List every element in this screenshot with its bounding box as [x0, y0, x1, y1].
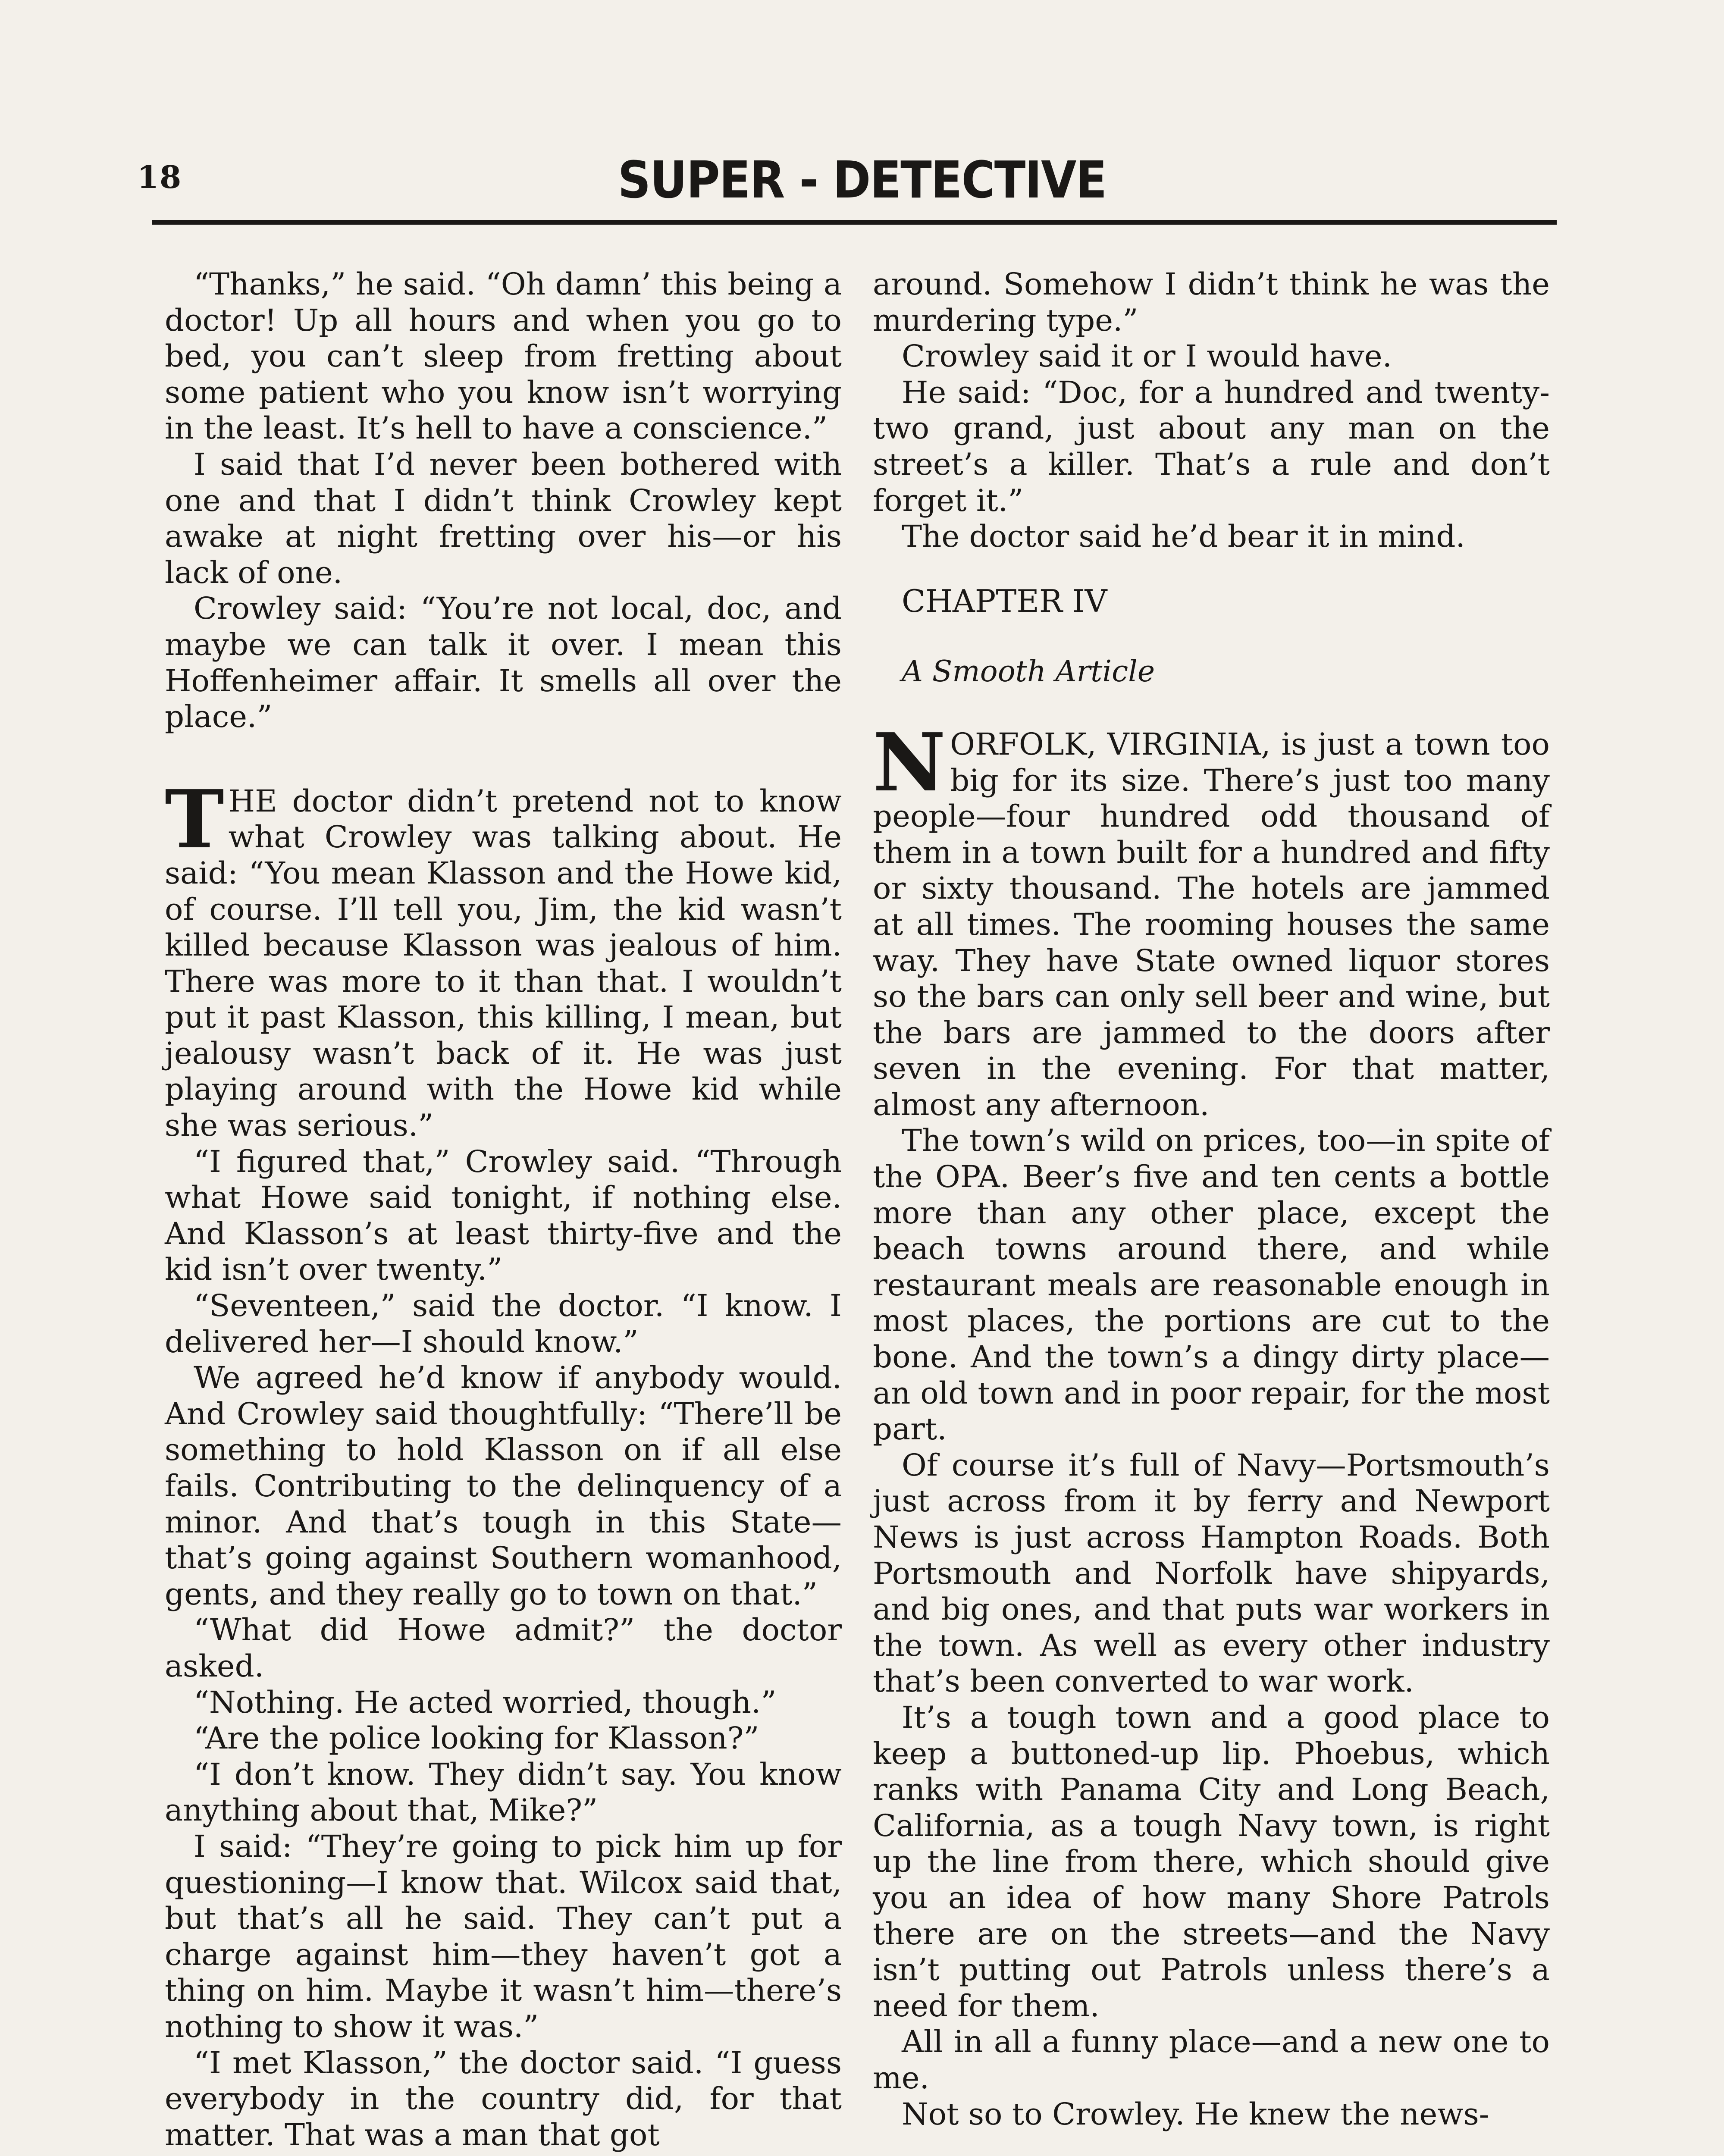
paragraph — [873, 715, 1550, 1123]
left-column — [165, 266, 842, 2153]
paragraph — [165, 772, 842, 1144]
paragraph-text: HE doctor didn’t pretend not to know what Crowley was talking about. He said: “You mean Klasson and the Howe kid, of course. I’ll tell you, Jim, the kid wasn’t killed because Klasson was jealous of him. There was more to it than that. I wouldn’t put it past Klasson, this killing, I mean, but jealousy wasn’t back of it. He was just playing around with the Howe kid while she was serious.” — [165, 783, 842, 1144]
header-rule — [152, 220, 1557, 225]
right-column — [873, 266, 1550, 2132]
page-number: 18 — [137, 159, 182, 195]
paragraph: “Thanks,” he said. “Oh damn’ this being a doctor! Up all hours and when you go to bed, you can’t sleep from fretting about some patient who you know isn’t worrying in the least. It’s hell to have a conscience.” — [165, 266, 842, 446]
drop-cap: N — [873, 715, 946, 809]
chapter-heading: CHAPTER IV — [902, 583, 1107, 619]
paragraph: Of course it’s full of Navy—Portsmouth’s just across from it by ferry and Newport News is just across Hampton Roads. Both Portsmouth and Norfolk have shipyards, and big ones, and that puts war workers in the town. As well as every other industry that’s been converted to war work. — [873, 1447, 1550, 1699]
running-head: SUPER - DETECTIVE — [618, 150, 1106, 210]
paragraph: “I don’t know. They didn’t say. You know anything about that, Mike?” — [165, 1756, 842, 1828]
paragraph: Crowley said it or I would have. — [902, 338, 1392, 374]
paragraph: Crowley said: “You’re not local, doc, and maybe we can talk it over. I mean this Hoffenheimer affair. It smells all over the place.” — [165, 591, 842, 735]
paragraph: The doctor said he’d bear it in mind. — [902, 519, 1465, 555]
paragraph-text: ORFOLK, VIRGINIA, is just a town too big for its size. There’s just too many people—four hundred odd thousand of them in a town built for a hundred and fifty or sixty thousand. The hotels are jammed at all times. The rooming houses the same way. They have State owned liquor stores so the bars can only sell beer and wine, but the bars are jammed to the doors after seven in the evening. For that matter, almost any afternoon. — [873, 726, 1550, 1122]
paragraph: It’s a tough town and a good place to keep a buttoned-up lip. Phoebus, which ranks with Panama City and Long Beach, California, as a tough Navy town, is right up the line from there, which should give you an idea of how many Shore Patrols there are on the streets—and the Navy isn’t putting out Patrols unless there’s a need for them. — [873, 1699, 1550, 2024]
paragraph: “Seventeen,” said the doctor. “I know. I delivered her—I should know.” — [165, 1288, 842, 1360]
paragraph: He said: “Doc, for a hundred and twenty-two grand, just about any man on the street’s a killer. That’s a rule and don’t forget it.” — [873, 374, 1550, 518]
paragraph: I said that I’d never been bothered with one and that I didn’t think Crowley kept awake at night fretting over his—or his lack of one. — [165, 446, 842, 590]
paragraph: “What did Howe admit?” the doctor asked. — [165, 1612, 842, 1684]
paragraph: Not so to Crowley. He knew the news- — [902, 2096, 1489, 2132]
paragraph: All in all a funny place—and a new one to me. — [873, 2024, 1550, 2096]
paragraph: “I figured that,” Crowley said. “Through what Howe said tonight, if nothing else. And Klasson’s at least thirty-five and the kid isn’t over twenty.” — [165, 1144, 842, 1288]
paragraph: “Are the police looking for Klasson?” — [194, 1720, 759, 1756]
drop-cap: T — [165, 772, 224, 866]
paragraph: “Nothing. He acted worried, though.” — [194, 1684, 777, 1720]
paragraph: The town’s wild on prices, too—in spite of the OPA. Beer’s five and ten cents a bottle more than any other place, except the beach towns around there, and while restaurant meals are reasonable enough in most places, the portions are cut to the bone. And the town’s a dingy dirty place—an old town and in poor repair, for the most part. — [873, 1123, 1550, 1447]
chapter-subtitle: A Smooth Article — [902, 655, 1155, 689]
paragraph: We agreed he’d know if anybody would. And Crowley said thoughtfully: “There’ll be something to hold Klasson on if all else fails. Contributing to the delinquency of a minor. And that’s tough in this State—that’s going against Southern womanhood, gents, and they really go to town on that.” — [165, 1360, 842, 1612]
paragraph: “I met Klasson,” the doctor said. “I guess everybody in the country did, for that matter. That was a man that got — [165, 2045, 842, 2153]
paragraph: I said: “They’re going to pick him up for questioning—I know that. Wilcox said that, but that’s all he said. They can’t put a charge against him—they haven’t got a thing on him. Maybe it wasn’t him—there’s nothing to show it was.” — [165, 1828, 842, 2044]
paragraph: around. Somehow I didn’t think he was the murdering type.” — [873, 266, 1550, 338]
